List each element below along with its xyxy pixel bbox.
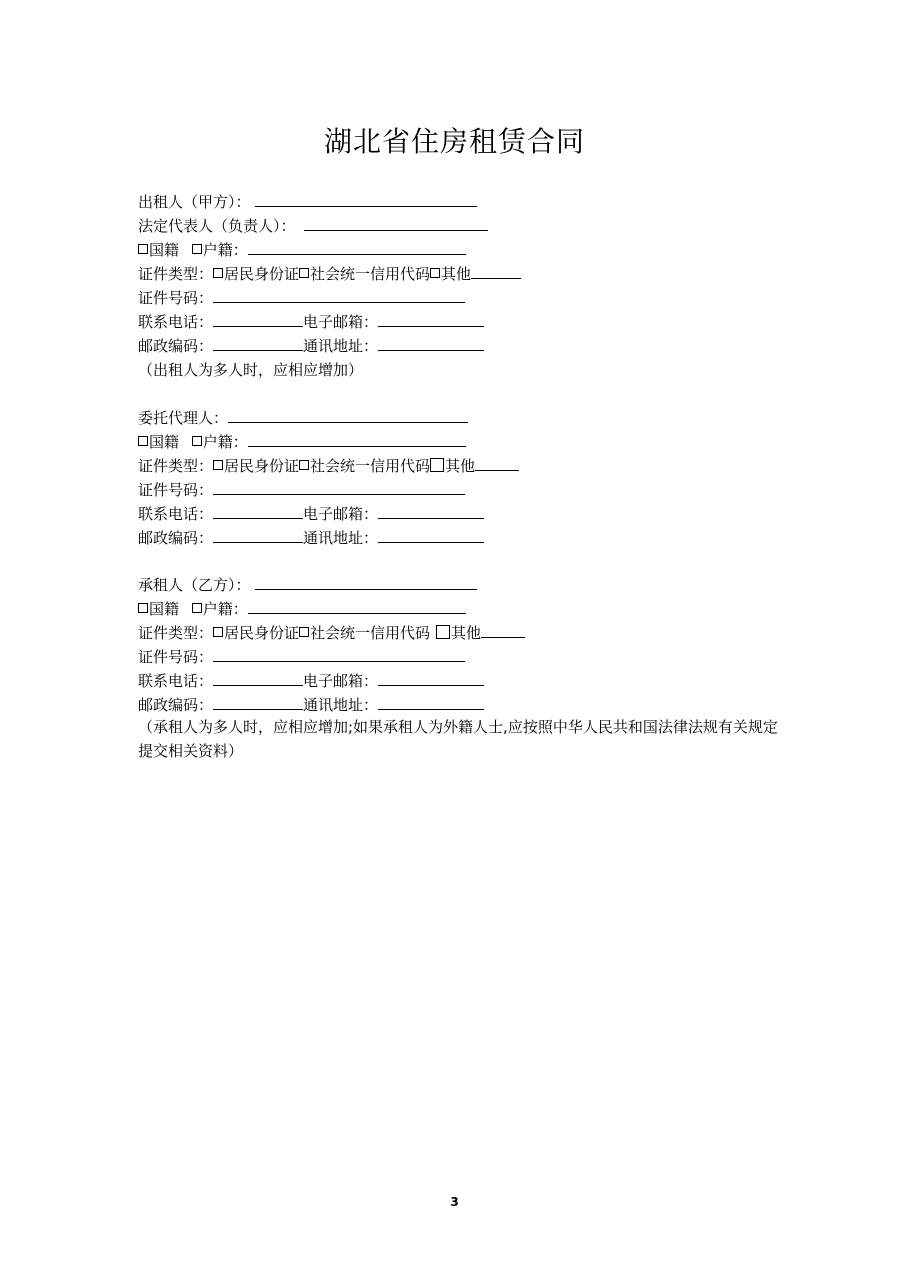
agent-id-other-checkbox[interactable] — [430, 458, 444, 472]
agent-id-credit-checkbox[interactable] — [299, 460, 309, 470]
lessor-id-number-label: 证件号码： — [138, 289, 214, 307]
agent-postcode-blank[interactable] — [213, 528, 303, 543]
lessor-id-number-blank[interactable] — [213, 288, 465, 303]
lessee-id-resident-label: 居民身份证 — [224, 624, 300, 642]
agent-postcode-label: 邮政编码： — [138, 529, 214, 547]
lessee-email-blank[interactable] — [378, 671, 484, 686]
agent-id-resident-label: 居民身份证 — [224, 457, 300, 475]
lessor-id-type-row — [138, 264, 521, 284]
lessee-id-credit-label: 社会统一信用代码 — [310, 624, 431, 642]
lessee-id-other-blank[interactable] — [481, 623, 525, 638]
lessee-name-label: 承租人（乙方）： — [138, 576, 251, 594]
lessor-id-credit-label: 社会统一信用代码 — [310, 265, 431, 283]
agent-id-type-row — [138, 456, 519, 476]
lessee-id-other-label: 其他 — [451, 624, 482, 642]
lessor-nationality-row — [138, 240, 466, 260]
lessor-email-label: 电子邮箱： — [303, 313, 379, 331]
agent-phone-label: 联系电话： — [138, 505, 214, 523]
lessor-id-other-label: 其他 — [441, 265, 472, 283]
lessor-id-other-checkbox[interactable] — [430, 268, 440, 278]
lessee-postcode-blank[interactable] — [213, 695, 303, 710]
lessee-nationality-label: 国籍 — [149, 600, 180, 618]
lessor-postcode-label: 邮政编码： — [138, 337, 214, 355]
agent-household-label: 户籍： — [202, 433, 248, 451]
agent-phone-blank[interactable] — [213, 504, 303, 519]
agent-email-blank[interactable] — [378, 504, 484, 519]
lessee-household-label: 户籍： — [202, 600, 248, 618]
lessor-id-other-blank[interactable] — [471, 264, 521, 279]
lessee-id-number-row — [138, 647, 465, 667]
lessee-id-type-row — [138, 623, 525, 643]
agent-id-number-row — [138, 480, 465, 500]
lessor-phone-blank[interactable] — [213, 312, 303, 327]
lessor-rep-label: 法定代表人（负责人）： — [138, 217, 296, 235]
agent-address-row — [138, 528, 484, 548]
lessee-address-label: 通讯地址： — [303, 696, 379, 714]
agent-address-label: 通讯地址： — [303, 529, 379, 547]
lessor-household-label: 户籍： — [202, 241, 248, 259]
lessee-name-row — [138, 575, 477, 595]
agent-id-number-label: 证件号码： — [138, 481, 214, 499]
agent-household-blank[interactable] — [248, 432, 466, 447]
lessor-address-blank[interactable] — [378, 336, 484, 351]
lessor-phone-label: 联系电话： — [138, 313, 214, 331]
lessee-nationality-row — [138, 599, 466, 619]
lessor-name-blank[interactable] — [255, 192, 477, 207]
lessee-address-row — [138, 695, 484, 715]
agent-nationality-checkbox[interactable] — [138, 436, 148, 446]
lessor-rep-row — [138, 216, 488, 236]
lessee-name-blank[interactable] — [255, 575, 477, 590]
lessor-id-number-row — [138, 288, 465, 308]
lessor-nationality-checkbox[interactable] — [138, 244, 148, 254]
lessor-id-type-label: 证件类型： — [138, 265, 214, 283]
agent-nationality-row — [138, 432, 466, 452]
lessee-id-number-label: 证件号码： — [138, 648, 214, 666]
agent-id-type-label: 证件类型： — [138, 457, 214, 475]
lessee-postcode-label: 邮政编码： — [138, 696, 214, 714]
agent-name-row — [138, 408, 468, 428]
agent-nationality-label: 国籍 — [149, 433, 180, 451]
agent-contact-row — [138, 504, 484, 524]
lessor-id-credit-checkbox[interactable] — [299, 268, 309, 278]
lessor-address-label: 通讯地址： — [303, 337, 379, 355]
agent-id-number-blank[interactable] — [213, 480, 465, 495]
lessor-id-resident-checkbox[interactable] — [213, 268, 223, 278]
agent-id-resident-checkbox[interactable] — [213, 460, 223, 470]
lessee-household-checkbox[interactable] — [192, 603, 202, 613]
lessor-address-row — [138, 336, 484, 356]
lessor-name-label: 出租人（甲方）： — [138, 193, 251, 211]
lessee-email-label: 电子邮箱： — [303, 672, 379, 690]
page-number: 3 — [450, 1195, 459, 1209]
lessor-id-resident-label: 居民身份证 — [224, 265, 300, 283]
lessee-id-other-checkbox[interactable] — [436, 625, 450, 639]
lessor-household-blank[interactable] — [248, 240, 466, 255]
lessee-id-credit-checkbox[interactable] — [299, 627, 309, 637]
agent-id-credit-label: 社会统一信用代码 — [310, 457, 431, 475]
agent-address-blank[interactable] — [378, 528, 484, 543]
agent-name-blank[interactable] — [228, 408, 468, 423]
lessee-id-type-label: 证件类型： — [138, 624, 214, 642]
agent-id-other-label: 其他 — [445, 457, 476, 475]
lessee-id-resident-checkbox[interactable] — [213, 627, 223, 637]
lessor-postcode-blank[interactable] — [213, 336, 303, 351]
lessee-nationality-checkbox[interactable] — [138, 603, 148, 613]
agent-email-label: 电子邮箱： — [303, 505, 379, 523]
lessee-id-number-blank[interactable] — [213, 647, 465, 662]
agent-household-checkbox[interactable] — [192, 436, 202, 446]
lessor-contact-row — [138, 312, 484, 332]
agent-name-label: 委托代理人： — [138, 409, 229, 427]
lessor-household-checkbox[interactable] — [192, 244, 202, 254]
lessor-rep-blank[interactable] — [304, 216, 488, 231]
lessee-contact-row — [138, 671, 484, 691]
lessee-phone-label: 联系电话： — [138, 672, 214, 690]
lessee-household-blank[interactable] — [248, 599, 466, 614]
lessor-nationality-label: 国籍 — [149, 241, 180, 259]
lessor-email-blank[interactable] — [378, 312, 484, 327]
lessor-note: （出租人为多人时，应相应增加） — [138, 361, 364, 379]
lessee-address-blank[interactable] — [378, 695, 484, 710]
agent-id-other-blank[interactable] — [475, 456, 519, 471]
lessee-note: （承租人为多人时，应相应增加;如果承租人为外籍人士,应按照中华人民共和国法律法规有关规定提交相关资料） — [138, 718, 778, 760]
document-title: 湖北省住房租赁合同 — [323, 125, 585, 158]
lessor-name-row — [138, 192, 477, 212]
lessee-phone-blank[interactable] — [213, 671, 303, 686]
